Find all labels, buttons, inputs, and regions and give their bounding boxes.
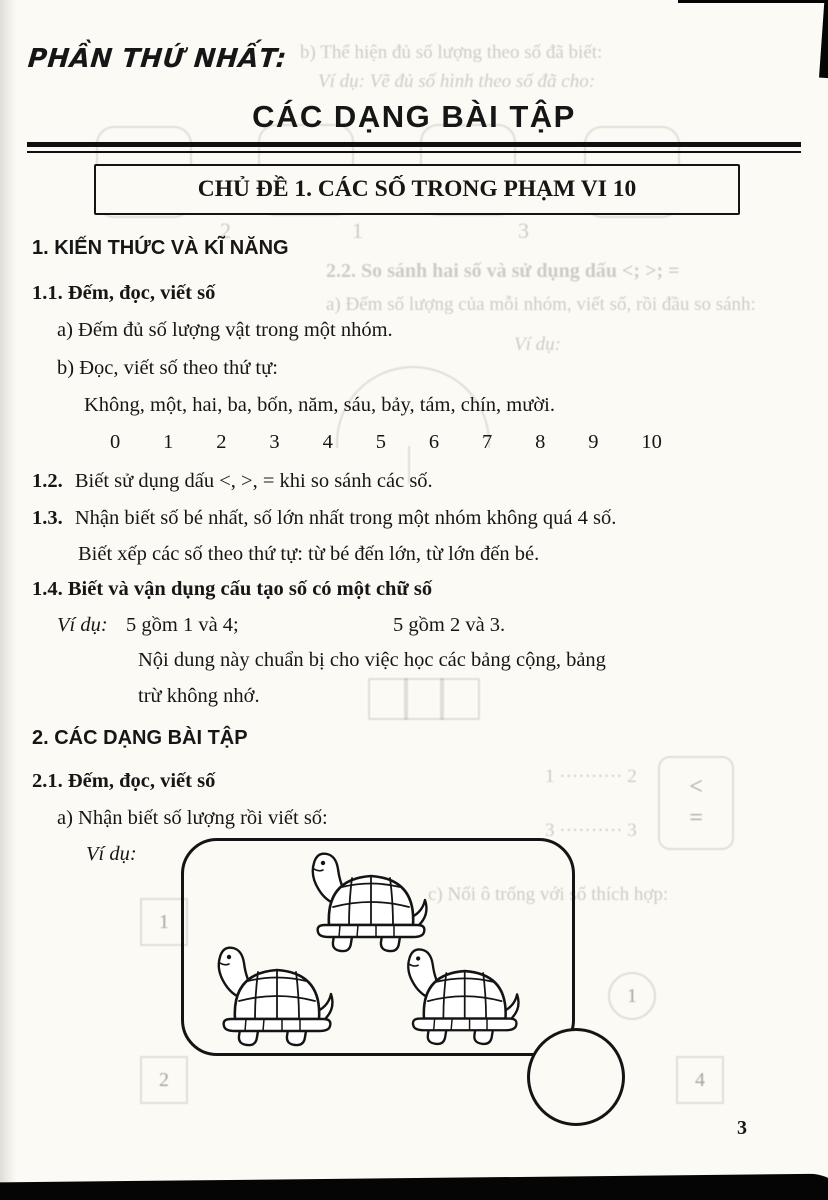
item-1-2-text: Biết sử dụng dấu <, >, = khi so sánh các số.: [74, 470, 433, 492]
digit: 4: [322, 431, 333, 453]
item-1-2-label: 1.2.: [32, 470, 63, 492]
item-1-3-text1: Nhận biết số bé nhất, số lớn nhất trong một nhóm không quá 4 số.: [74, 507, 617, 529]
digit: 9: [588, 431, 599, 453]
note-line1: Nội dung này chuẩn bị cho việc học các bảng cộng, bảng: [138, 649, 606, 671]
section-1-heading: 1. KIẾN THỨC VÀ KĨ NĂNG: [32, 237, 289, 259]
page-title: CÁC DẠNG BÀI TẬP: [252, 99, 576, 134]
bleedthrough-text: 2.2. So sánh hai số và sử dụng dấu <; >; =: [326, 260, 680, 282]
example-1-4-a: 5 gồm 1 và 4;: [126, 614, 239, 636]
title-rule-thick: [27, 142, 801, 147]
page-number: 3: [737, 1117, 747, 1139]
turtle-top: [313, 854, 427, 951]
bleedthrough-text: Ví dụ: Vẽ đủ số hình theo số đã cho:: [318, 71, 596, 92]
bleedthrough-text: 1: [352, 218, 363, 243]
item-1-1-a: a) Đếm đủ số lượng vật trong một nhóm.: [57, 319, 393, 341]
section-2-heading: 2. CÁC DẠNG BÀI TẬP: [32, 727, 248, 749]
bleedthrough-shape: [440, 678, 480, 720]
bleedthrough-shape: [140, 1056, 188, 1104]
digit: 3: [269, 431, 280, 453]
scan-left-shadow: [0, 0, 16, 1200]
item-1-2: [32, 470, 433, 493]
answer-circle: [527, 1028, 625, 1126]
chapter-heading: CHỦ ĐỀ 1. CÁC SỐ TRONG PHẠM VI 10: [197, 176, 637, 202]
example-1-4-b: 5 gồm 2 và 3.: [393, 614, 506, 636]
bleedthrough-text: <: [689, 774, 703, 800]
section-1-4-heading: 1.4. Biết và vận dụng cấu tạo số có một chữ số: [32, 578, 433, 600]
turtle-bottom-left: [219, 948, 333, 1045]
bleedthrough-text: 1 ·········· 2: [545, 766, 637, 787]
bleedthrough-text: 1: [159, 910, 169, 933]
digit: 8: [535, 431, 546, 453]
digit: 2: [216, 431, 227, 453]
turtle-bottom-right: [408, 949, 518, 1043]
bleedthrough-text: b) Thể hiện đủ số lượng theo số đã biết:: [300, 42, 603, 63]
exercise-frame: [181, 838, 575, 1056]
digit: 7: [481, 431, 493, 453]
item-1-3-line1: [32, 507, 616, 530]
bleedthrough-shape: [368, 678, 408, 720]
bleedthrough-text: a) Đếm số lượng của mỗi nhóm, viết số, rồi đầu so sánh:: [326, 294, 756, 315]
digit: 0: [110, 431, 121, 453]
bleedthrough-shape: [404, 678, 444, 720]
item-1-1-b: b) Đọc, viết số theo thứ tự:: [57, 357, 278, 379]
digits-row: [110, 431, 662, 454]
bleedthrough-shape: [608, 972, 656, 1020]
example-label-2: Ví dụ:: [86, 843, 137, 865]
three-turtles-illustration: [185, 845, 567, 1047]
digit: 10: [641, 431, 662, 453]
digit: 1: [163, 431, 174, 453]
bleedthrough-shape: [676, 1056, 724, 1104]
part-label: PHẦN THỨ NHẤT:: [26, 44, 289, 74]
bleedthrough-shape: [658, 756, 734, 850]
scan-edge-right-top: [819, 0, 828, 78]
section-1-1-heading: 1.1. Đếm, đọc, viết số: [32, 282, 216, 304]
digit: 6: [428, 431, 440, 453]
digit: 5: [375, 431, 386, 453]
section-2-1-heading: 2.1. Đếm, đọc, viết số: [32, 770, 216, 792]
bleedthrough-text: Ví dụ:: [514, 334, 561, 355]
item-1-3-label: 1.3.: [32, 507, 63, 529]
bleedthrough-text: 3 ·········· 3: [545, 820, 637, 841]
scan-edge-bottom: [0, 1173, 828, 1200]
bleedthrough-text: 4: [695, 1068, 705, 1091]
note-line2: trừ không nhớ.: [138, 685, 260, 707]
bleedthrough-text: 1: [627, 984, 637, 1007]
bleedthrough-text: 2: [159, 1068, 169, 1091]
item-2-1-a: a) Nhận biết số lượng rồi viết số:: [57, 807, 328, 829]
example-label-1: Ví dụ:: [57, 614, 108, 636]
bleedthrough-text: 3: [518, 218, 529, 243]
bleedthrough-text: 2: [220, 218, 231, 243]
scan-edge-top-right: [678, 0, 828, 3]
bleedthrough-text: c) Nối ô trống với số thích hợp:: [428, 884, 669, 905]
number-words-line: Không, một, hai, ba, bốn, năm, sáu, bảy, tám, chín, mười.: [84, 394, 555, 416]
item-1-3-line2: Biết xếp các số theo thứ tự: từ bé đến lớn, từ lớn đến bé.: [78, 543, 540, 565]
chapter-heading-box: [94, 164, 740, 215]
bleedthrough-text: =: [689, 805, 703, 831]
title-rule-thin: [27, 151, 801, 153]
